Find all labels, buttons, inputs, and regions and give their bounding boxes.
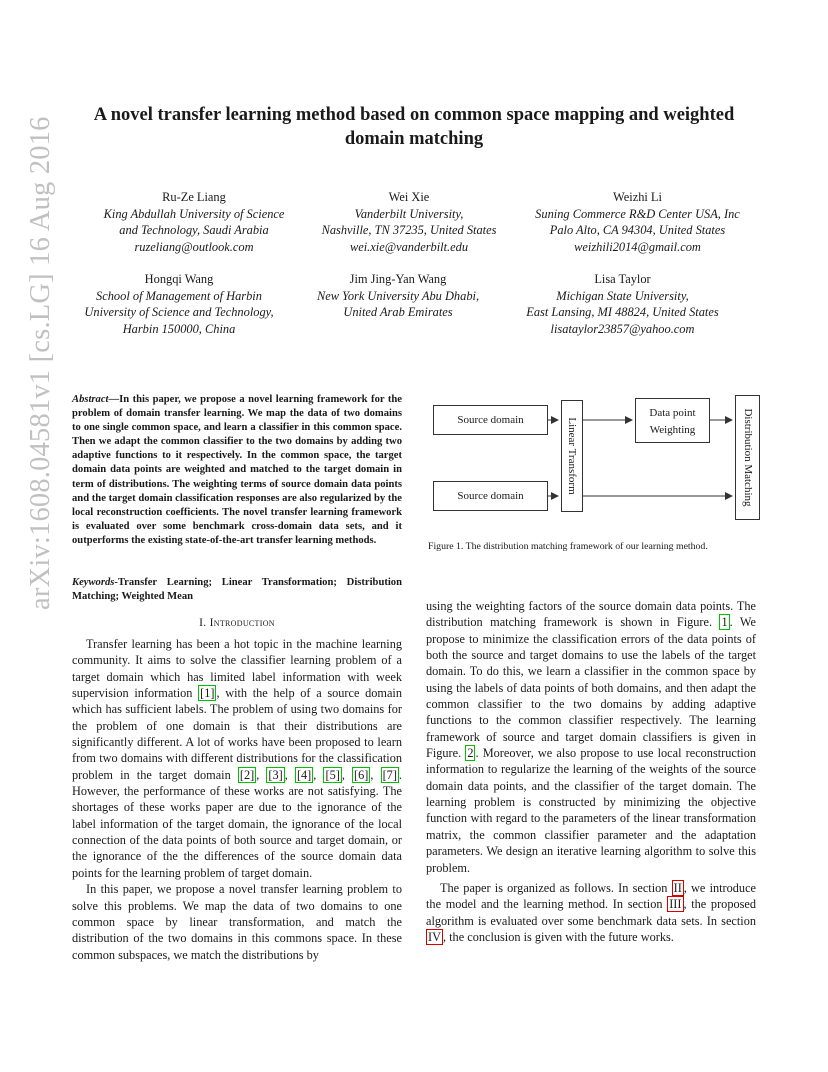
- keywords: [72, 576, 402, 604]
- citation-link[interactable]: [3]: [268, 767, 283, 782]
- author-block-5: [300, 271, 496, 321]
- author-block-6: [505, 271, 740, 337]
- author-affiliation: Vanderbilt University,: [354, 206, 464, 221]
- citation-link[interactable]: [1]: [200, 686, 215, 701]
- keywords-label: Keywords: [72, 577, 115, 588]
- title-line-1: A novel transfer learning method based on common space mapping and weighted: [93, 105, 735, 125]
- author-name: Hongqi Wang: [144, 272, 214, 286]
- author-name: Lisa Taylor: [594, 272, 651, 286]
- author-affiliation: New York University Abu Dhabi,: [316, 288, 480, 303]
- author-block-3: [515, 189, 760, 255]
- author-affiliation: Suning Commerce R&D Center USA, Inc: [535, 206, 740, 221]
- author-affiliation: United Arab Emirates: [343, 305, 453, 319]
- intro-paragraph-1: Transfer learning has been a hot topic in the machine learning community. It aims to solve the classifier learning problem of a target domain which has limited label information with week supervision information [1] , with the help of a source domain which has sufficient labels. The problem of using two domains for the problem of one domain is that their distributions are significantly different. A lot of works have been proposed to learn from two domains with different distributions for the classification problem in the target domain [2] , [3] , [4] , [5] , [6] , [7] . However, the performance of these works are not satisfying. The shortages of these works paper are due to the ignorance of the label information of the target domain, the ignorance of the local connection of the data points of both source and target domain, or the ignorance of the the differences of the source domain data points for the learning problem of target domain.: [72, 637, 402, 880]
- author-affiliation: East Lansing, MI 48824, United States: [526, 305, 719, 319]
- author-name: Weizhi Li: [613, 190, 662, 204]
- section-link[interactable]: IV: [428, 929, 441, 944]
- section-link[interactable]: II: [673, 880, 682, 895]
- citation-link[interactable]: [6]: [354, 767, 369, 782]
- right-paragraph-2: The paper is organized as follows. In section II , we introduce the model and the learning method. In section III , the proposed algorithm is evaluated over some benchmark data sets. In section IV , the conclusion is given with the future works.: [426, 880, 757, 944]
- author-affiliation: and Technology, Saudi Arabia: [119, 223, 269, 237]
- distribution-matching-label: Distribution Matching: [742, 408, 754, 507]
- author-affiliation: Michigan State University,: [556, 288, 689, 303]
- author-affiliation: Palo Alto, CA 94304, United States: [549, 223, 726, 237]
- author-block-2: [300, 189, 518, 255]
- linear-transform-label: Linear Transform: [566, 417, 578, 495]
- author-affiliation: Nashville, TN 37235, United States: [321, 223, 497, 237]
- citation-link[interactable]: [7]: [382, 767, 397, 782]
- author-affiliation: School of Management of Harbin: [96, 288, 262, 303]
- right-paragraph-1: using the weighting factors of the source domain data points. The distribution matching framework is shown in Figure. 1 . We propose to minimize the classification errors of the data points of both the source and target domains to use the labels of the target domain. To do this, we learn a classifier in the common space by using the labels of data points of both domains, and then adapt the common classifier to the two domains by adding adaptive functions to the common classifier respectively. The learning framework of source and target domain classifiers is given in Figure. 2 . Moreover, we also propose to use local reconstruction information to regularize the learning of the weights of the source domain data points, and the classifier of the target domain. The learning problem is constructed by minimizing the objective function with regard to the parameters of the linear transformation matrix, the common classifier parameter and the adaptation parameters. We design an iterative learning algorithm to solve this problem.: [426, 599, 757, 875]
- author-email: ruzeliang@outlook.com: [134, 239, 254, 254]
- author-email: lisataylor23857@yahoo.com: [550, 321, 695, 336]
- author-block-1: [80, 189, 308, 255]
- abstract-label: Abstract: [72, 394, 109, 405]
- abstract: [72, 393, 402, 548]
- citation-link[interactable]: [4]: [296, 767, 312, 782]
- author-block-4: [66, 271, 292, 337]
- left-column-body: [72, 636, 402, 963]
- right-column-body: [426, 598, 756, 945]
- figure-1: [425, 378, 775, 528]
- author-name: Jim Jing-Yan Wang: [349, 272, 447, 286]
- citation-link[interactable]: [2]: [239, 767, 255, 782]
- section-number: I.: [199, 617, 207, 629]
- author-email: weizhili2014@gmail.com: [574, 239, 701, 254]
- intro-paragraph-2: In this paper, we propose a novel transfer learning problem to solve this problems. We map the data of two domains to one common space by linear transformation, and match the distribution of the two domains in this commons space. In these common subspaces, we match the distributions by: [72, 882, 402, 962]
- author-affiliation: King Abdullah University of Science: [103, 206, 285, 221]
- author-email: wei.xie@vanderbilt.edu: [349, 239, 469, 254]
- figure-link[interactable]: 1: [721, 615, 728, 630]
- data-point-weighting-box: Data point Weighting: [635, 398, 710, 443]
- section-link[interactable]: III: [669, 897, 682, 912]
- author-name: Wei Xie: [388, 190, 430, 204]
- paper-title: [60, 103, 768, 151]
- arxiv-side-stamp: arXiv:1608.04581v1 [cs.LG] 16 Aug 2016: [25, 116, 56, 610]
- abstract-text: —In this paper, we propose a novel learning framework for the problem of domain transfer learning. We map the data of two domains to one single common space, and learn a classifier in this common space. Then we adapt the common classifier to the two domains by adding two adaptive functions to it respectively. In the common space, the target domain data points are weighted and matched to the target domain in term of distributions. The weighting terms of source domain data points and the target domain classification responses are also regularized by the local reconstruction coefficients. The novel transfer learning framework is evaluated over some benchmark cross-domain data sets, and it outperforms the existing state-of-the-art transfer learning methods.: [72, 394, 402, 546]
- citation-link[interactable]: [5]: [325, 767, 340, 782]
- section-heading: [72, 617, 402, 629]
- source-domain-box-2: Source domain: [433, 481, 548, 511]
- title-line-2: domain matching: [344, 129, 484, 149]
- author-name: Ru-Ze Liang: [162, 190, 226, 204]
- section-title: Introduction: [209, 617, 275, 629]
- figure-1-caption: Figure 1. The distribution matching framework of our learning method.: [428, 541, 708, 552]
- figure-link[interactable]: 2: [467, 746, 474, 761]
- author-affiliation: University of Science and Technology,: [84, 305, 274, 319]
- source-domain-box-1: Source domain: [433, 405, 548, 435]
- keywords-text: -Transfer Learning; Linear Transformation; Distribution Matching; Weighted Mean: [72, 577, 402, 603]
- author-affiliation: Harbin 150000, China: [122, 321, 236, 336]
